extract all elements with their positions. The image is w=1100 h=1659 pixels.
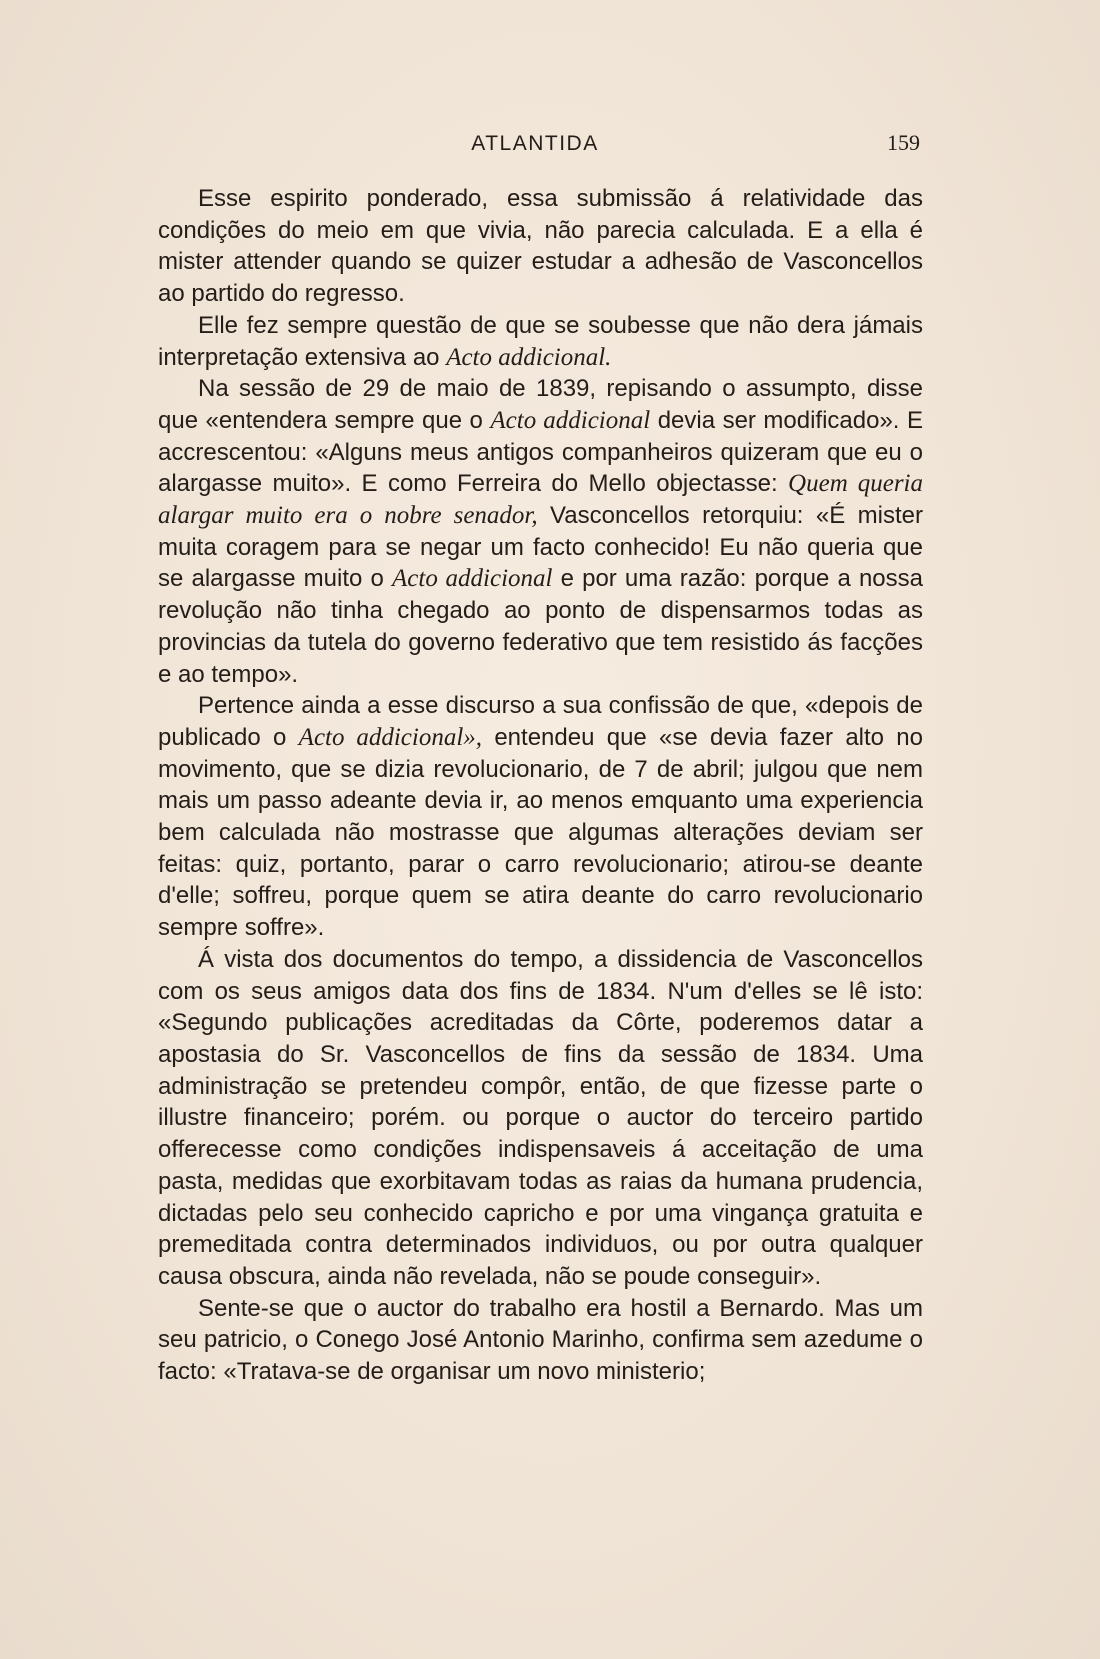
paragraph — [158, 690, 923, 944]
paragraph — [158, 1293, 923, 1388]
running-title: ATLANTIDA — [471, 132, 599, 155]
text-run: Esse espirito ponderado, essa submissão á relatividade das condições do meio em que vivia, não parecia calculada. E a ella é mister attender quando se quizer estudar a adhesão de Vasconcellos ao partido do regresso. — [158, 185, 923, 308]
text-run: Elle fez sempre questão de que se soubesse que não dera jámais interpretação extensiva ao — [158, 311, 923, 371]
text-run: devia ser modificado». E accrescentou: «Alguns meus antigos companheiros quizeram que eu o alargasse muito». E como Ferreira do Mello objectasse: — [158, 406, 923, 498]
text-run: Sente-se que o auctor do trabalho era hostil a Bernardo. Mas um seu patricio, o Conego José Antonio Marinho, confirma sem azedume o facto: «Tratava-se de organisar um novo ministerio; — [158, 1294, 923, 1386]
page-header — [150, 128, 920, 164]
body-text — [158, 183, 923, 1388]
italic-text: Acto addicional», — [298, 723, 483, 751]
text-run: entendeu que «se devia fazer alto no movimento, que se dizia revolucionario, de 7 de abril; julgou que nem mais um passo adeante devia ir, ao menos emquanto uma experiencia bem calculada não mostrasse que algumas alterações deviam ser feitas: quiz, portanto, parar o carro revolucionario; atirou-se deante d'elle; soffreu, porque quem se atira deante do carro revolucionario sempre soffre». — [158, 723, 924, 942]
italic-text: Acto addicional — [392, 565, 553, 593]
page-number: 159 — [887, 130, 920, 155]
paragraph — [158, 310, 923, 373]
italic-text: Acto addicional — [490, 406, 651, 434]
italic-text: Acto addicional. — [446, 343, 612, 371]
text-run: Á vista dos documentos do tempo, a dissidencia de Vasconcellos com os seus amigos data dos fins de 1834. N'um d'elles se lê isto: «Segundo publicações acreditadas da Côrte, poderemos datar a apostasia do Sr. Vasconcellos de fins da sessão de 1834. Uma administração se pretendeu compôr, então, de que fizesse parte o illustre financeiro; porém. ou porque o auctor do terceiro partido offerecesse como condições indispensaveis á acceitação de uma pasta, medidas que exorbitavam todas as raias da humana prudencia, dictadas pelo seu conhecido capricho e por uma vingança gratuita e premeditada contra determinados individuos, ou por outra qualquer causa obscura, ainda não revelada, não se poude conseguir». — [158, 945, 923, 1290]
paragraph — [158, 373, 923, 690]
text-run: Pertence ainda a esse discurso a sua confissão de que, «depois de publicado o — [158, 692, 923, 751]
text-run: Na sessão de 29 de maio de 1839, repisando o assumpto, disse que «entendera sempre que o — [158, 375, 923, 434]
text-run: e por uma razão: porque a nossa revolução não tinha chegado ao ponto de dispensarmos todas as provincias da tutela do governo federativo que tem resistido ás facções e ao tempo». — [158, 565, 923, 688]
italic-text: Quem queria alargar muito era o nobre senador, — [158, 470, 923, 530]
text-run: Vasconcellos retorquiu: «É mister muita coragem para se negar um facto conhecido! Eu não queria que se alargasse muito o — [158, 502, 923, 593]
paragraph — [158, 944, 923, 1293]
paragraph — [158, 183, 923, 310]
